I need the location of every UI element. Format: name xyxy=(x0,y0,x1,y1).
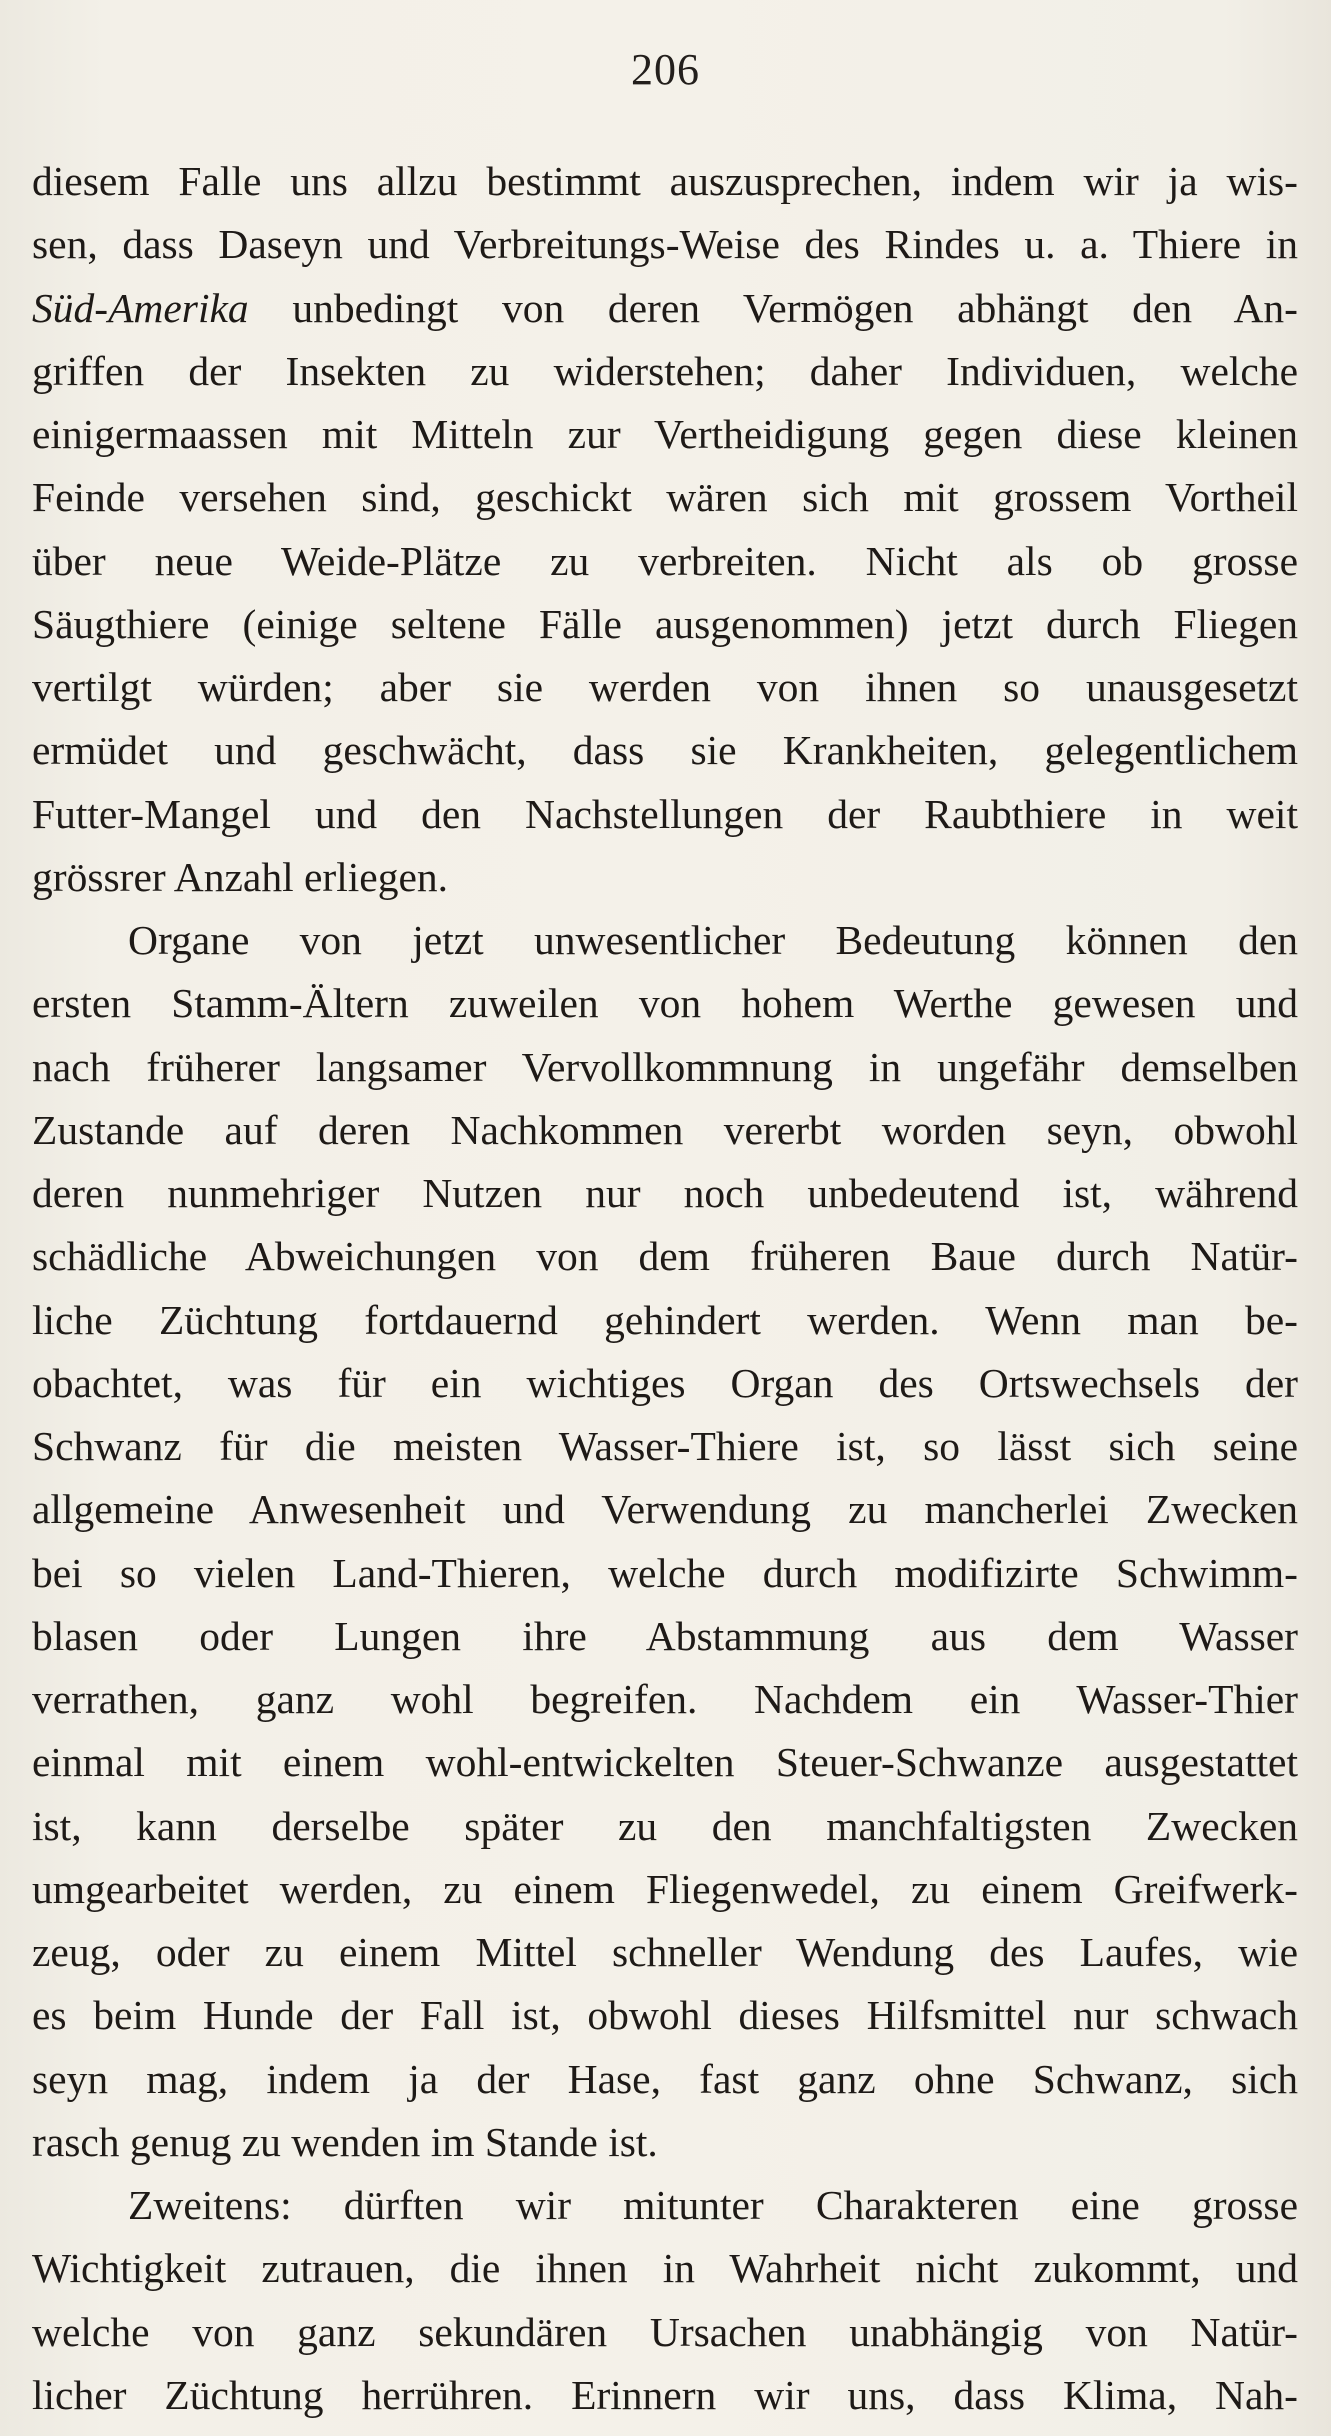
line-text: bei so vielen Land-Thieren, welche durch modifizirte Schwimm- xyxy=(32,1549,1298,1596)
text-line xyxy=(32,1984,1298,2047)
line-text: griffen der Insekten zu widerstehen; daher Individuen, welche xyxy=(32,347,1298,394)
text-line xyxy=(32,1289,1298,1352)
text-line xyxy=(32,466,1298,529)
italic-term: Süd-Amerika xyxy=(32,284,249,331)
line-text: vertilgt würden; aber sie werden von ihnen so unausgesetzt xyxy=(32,664,1298,710)
line-text: ermüdet und geschwächt, dass sie Krankheiten, gelegentlichem xyxy=(32,727,1298,774)
line-text: Wichtigkeit zutrauen, die ihnen in Wahrheit nicht zukommt, und xyxy=(32,2245,1298,2292)
line-text: unbedingt von deren Vermögen abhängt den An- xyxy=(248,284,1298,331)
text-line xyxy=(32,972,1298,1035)
text-line xyxy=(32,1162,1298,1225)
text-line xyxy=(32,783,1298,846)
text-line xyxy=(32,340,1298,403)
text-line xyxy=(32,1415,1298,1478)
line-text: nach früherer langsamer Vervollkommnung in ungefähr demselben xyxy=(32,1043,1298,1090)
line-text: welche von ganz sekundären Ursachen unabhängig von Natür- xyxy=(32,2308,1298,2355)
line-text: grössrer Anzahl erliegen. xyxy=(32,853,448,900)
line-text: sen, dass Daseyn und Verbreitungs-Weise des Rindes u. a. Thiere in xyxy=(32,221,1298,268)
text-line xyxy=(32,1352,1298,1415)
text-line xyxy=(32,1542,1298,1605)
text-line xyxy=(32,1731,1298,1794)
line-text: blasen oder Lungen ihre Abstammung aus dem Wasser xyxy=(32,1612,1298,1659)
text-line xyxy=(32,1099,1298,1162)
line-text: liche Züchtung fortdauernd gehindert werden. Wenn man be- xyxy=(32,1296,1298,1343)
text-line xyxy=(32,1478,1298,1541)
line-text: zeug, oder zu einem Mittel schneller Wendung des Laufes, wie xyxy=(32,1929,1298,1975)
line-text: ist, kann derselbe später zu den manchfaltigsten Zwecken xyxy=(32,1802,1298,1849)
line-text: Säugthiere (einige seltene Fälle ausgenommen) jetzt durch Fliegen xyxy=(32,600,1298,647)
body-text xyxy=(32,150,1298,2427)
line-text: seyn mag, indem ja der Hase, fast ganz ohne Schwanz, sich xyxy=(32,2055,1298,2102)
text-line xyxy=(32,593,1298,656)
line-text: allgemeine Anwesenheit und Verwendung zu mancherlei Zwecken xyxy=(32,1486,1298,1533)
page-number: 206 xyxy=(631,45,700,94)
line-text: Organe von jetzt unwesentlicher Bedeutung können den xyxy=(128,917,1298,963)
line-text: ersten Stamm-Ältern zuweilen von hohem Werthe gewesen und xyxy=(32,980,1298,1027)
line-text: Futter-Mangel und den Nachstellungen der Raubthiere in weit xyxy=(32,790,1298,837)
text-line xyxy=(32,1795,1298,1858)
line-text: verrathen, ganz wohl begreifen. Nachdem ein Wasser-Thier xyxy=(32,1676,1298,1722)
line-text: über neue Weide-Plätze zu verbreiten. Nicht als ob grosse xyxy=(32,537,1298,584)
line-text: deren nunmehriger Nutzen nur noch unbedeutend ist, während xyxy=(32,1170,1298,1216)
line-text: es beim Hunde der Fall ist, obwohl dieses Hilfsmittel nur schwach xyxy=(32,1992,1298,2039)
text-line xyxy=(32,2364,1298,2427)
text-line xyxy=(32,1605,1298,1668)
line-text: Schwanz für die meisten Wasser-Thiere ist, so lässt sich seine xyxy=(32,1423,1298,1469)
text-line xyxy=(32,1921,1298,1984)
line-text: schädliche Abweichungen von dem früheren Baue durch Natür- xyxy=(32,1233,1298,1280)
line-text: Feinde versehen sind, geschickt wären sich mit grossem Vortheil xyxy=(32,474,1298,521)
text-line xyxy=(32,150,1298,213)
text-line xyxy=(32,1225,1298,1288)
line-text: einigermaassen mit Mitteln zur Vertheidigung gegen diese kleinen xyxy=(32,411,1298,457)
text-line xyxy=(32,1858,1298,1921)
line-text: Zustande auf deren Nachkommen vererbt worden seyn, obwohl xyxy=(32,1106,1298,1153)
text-line xyxy=(32,656,1298,719)
line-text: Zweitens: dürften wir mitunter Charakteren eine grosse xyxy=(128,2182,1298,2228)
text-line xyxy=(32,2301,1298,2364)
text-line xyxy=(32,2237,1298,2300)
line-text: licher Züchtung herrühren. Erinnern wir uns, dass Klima, Nah- xyxy=(32,2371,1298,2418)
line-text: diesem Falle uns allzu bestimmt auszusprechen, indem wir ja wis- xyxy=(32,158,1298,204)
text-line xyxy=(32,277,1298,340)
text-line xyxy=(32,530,1298,593)
line-text: einmal mit einem wohl-entwickelten Steuer-Schwanze ausgestattet xyxy=(32,1739,1298,1786)
text-line xyxy=(32,846,1298,909)
text-line xyxy=(32,1036,1298,1099)
text-line xyxy=(32,2174,1298,2237)
line-text: rasch genug zu wenden im Stande ist. xyxy=(32,2118,658,2165)
text-line xyxy=(32,909,1298,972)
line-text: umgearbeitet werden, zu einem Fliegenwedel, zu einem Greifwerk- xyxy=(32,1865,1298,1912)
text-line xyxy=(32,213,1298,276)
text-line xyxy=(32,2111,1298,2174)
line-text: obachtet, was für ein wichtiges Organ des Ortswechsels der xyxy=(32,1359,1298,1406)
text-line xyxy=(32,719,1298,782)
text-line xyxy=(32,403,1298,466)
text-line xyxy=(32,2048,1298,2111)
text-line xyxy=(32,1668,1298,1731)
